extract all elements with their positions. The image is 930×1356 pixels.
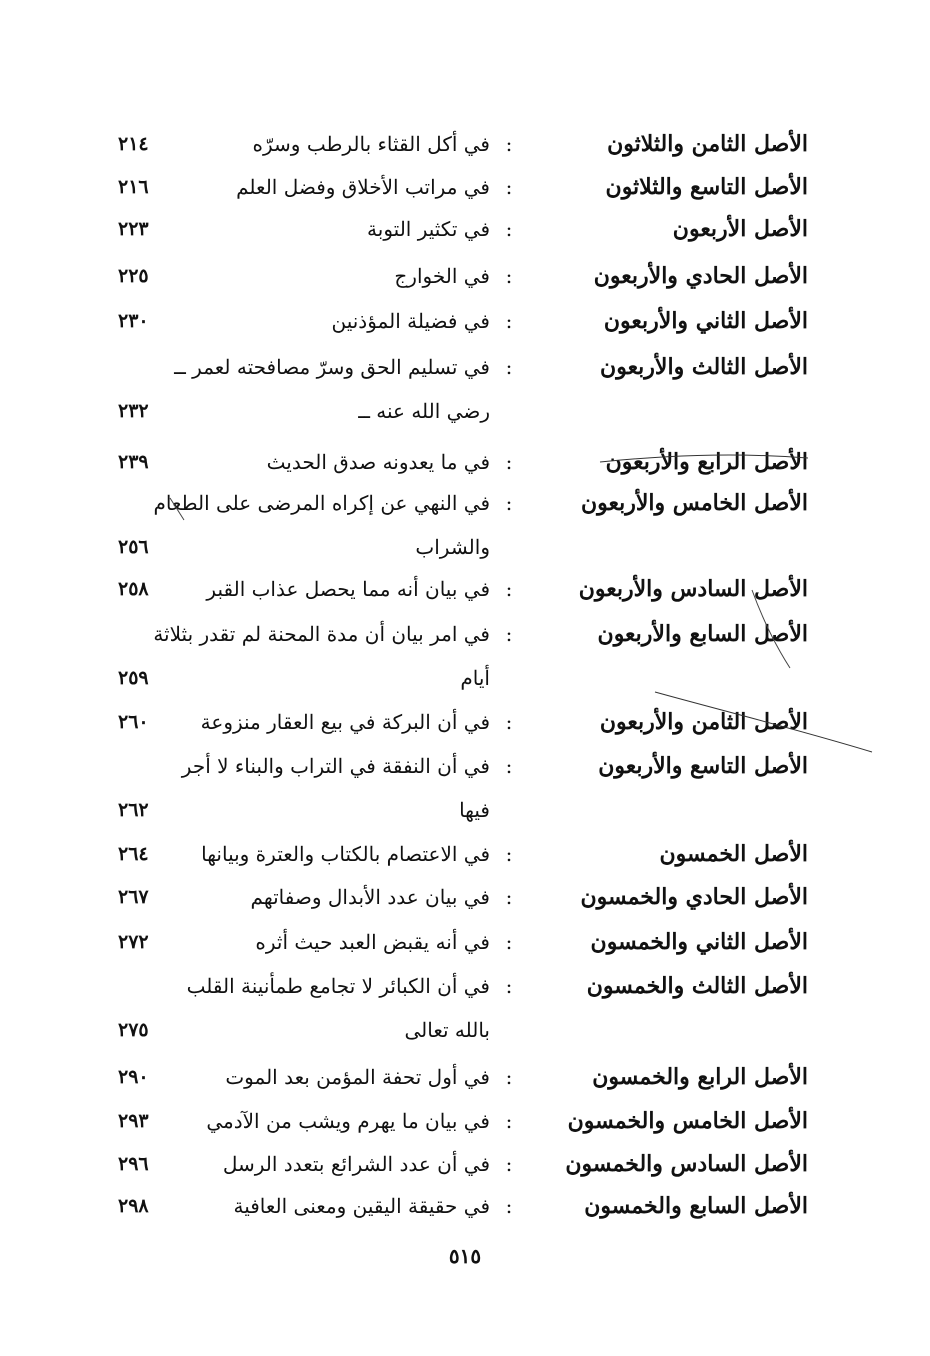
topic-text (174, 345, 490, 433)
page-reference: ٢٥٩ (118, 667, 149, 689)
page-reference: ٢٩٣ (118, 1110, 149, 1132)
chapter-title: الأصل السابع والخمسون (584, 1193, 808, 1219)
topic-text (190, 832, 490, 876)
topic-text (190, 1184, 490, 1228)
chapter-title: الأصل الحادي والأربعون (593, 263, 808, 289)
page-reference: ٢٥٨ (118, 578, 149, 600)
separator-colon: : (505, 974, 513, 998)
topic-line: في أن عدد الشرائع بتعدد الرسل (222, 1152, 490, 1176)
separator-colon: : (505, 355, 513, 379)
separator-colon: : (505, 1109, 513, 1133)
chapter-title: الأصل الثالث والأربعون (600, 354, 808, 380)
page-reference: ٢٩٨ (118, 1195, 149, 1217)
topic-text (190, 920, 490, 964)
page-reference: ٢١٦ (118, 176, 149, 198)
topic-line: والشراب (415, 535, 490, 559)
topic-text (153, 612, 490, 700)
separator-colon: : (505, 217, 513, 241)
separator-colon: : (505, 754, 513, 778)
page-reference: ٢٢٣ (118, 218, 149, 240)
separator-colon: : (505, 264, 513, 288)
page-reference: ٢٦٧ (118, 886, 149, 908)
topic-line: في فضيلة المؤذنين (331, 309, 490, 333)
topic-text (190, 165, 490, 209)
separator-colon: : (505, 1152, 513, 1176)
topic-line: في الاعتصام بالكتاب والعترة وبيانها (201, 842, 490, 866)
topic-line: في بيان أنه مما يحصل عذاب القبر (206, 577, 490, 601)
page-reference: ٢٥٦ (118, 536, 149, 558)
chapter-title: الأصل الثاني والأربعون (603, 308, 808, 334)
separator-colon: : (505, 1194, 513, 1218)
topic-line: في أن الكبائر لا تجامع طمأنينة القلب (186, 974, 490, 998)
topic-text (190, 1099, 490, 1143)
topic-line: في النهي عن إكراه المرضى على الطعام (153, 491, 490, 515)
chapter-title: الأصل التاسع والأربعون (598, 753, 808, 779)
separator-colon: : (505, 885, 513, 909)
page-reference: ٢٧٢ (118, 931, 149, 953)
topic-line: في امر بيان أن مدة المحنة لم تقدر بثلاثة (153, 622, 490, 646)
topic-line: في مراتب الأخلاق وفضل العلم (236, 175, 490, 199)
separator-colon: : (505, 842, 513, 866)
page-reference: ٢١٤ (118, 133, 149, 155)
chapter-title: الأصل السادس والأربعون (578, 576, 808, 602)
separator-colon: : (505, 577, 513, 601)
topic-text (153, 481, 490, 569)
page-reference: ٢٣٠ (118, 310, 149, 332)
separator-colon: : (505, 450, 513, 474)
topic-line: في أن البركة في بيع العقار منزوعة (200, 710, 490, 734)
topic-text (186, 964, 490, 1052)
topic-text (190, 1055, 490, 1099)
separator-colon: : (505, 175, 513, 199)
topic-line: بالله تعالى (404, 1018, 490, 1042)
topic-line: في ما يعدونه صدق الحديث (266, 450, 490, 474)
chapter-title: الأصل الخامس والخمسون (567, 1108, 808, 1134)
separator-colon: : (505, 491, 513, 515)
chapter-title: الأصل الثالث والخمسون (586, 973, 808, 999)
topic-line: في تكثير التوبة (367, 217, 490, 241)
topic-text (190, 254, 490, 298)
page-reference: ٢٩٦ (118, 1153, 149, 1175)
chapter-title: الأصل السادس والخمسون (565, 1151, 808, 1177)
separator-colon: : (505, 622, 513, 646)
topic-line: رضي الله عنه ــ (358, 399, 490, 423)
chapter-title: الأصل الأربعون (672, 216, 808, 242)
topic-line: فيها (459, 798, 490, 822)
topic-text (190, 122, 490, 166)
page-reference: ٢٧٥ (118, 1019, 149, 1041)
separator-colon: : (505, 710, 513, 734)
topic-line: في بيان عدد الأبدال وصفاتهم (250, 885, 490, 909)
topic-line: في أن النفقة في التراب والبناء لا أجر (181, 754, 490, 778)
separator-colon: : (505, 1065, 513, 1089)
chapter-title: الأصل التاسع والثلاثون (605, 174, 808, 200)
page-reference: ٢٣٢ (118, 400, 149, 422)
topic-line: في الخوارج (394, 264, 490, 288)
topic-line: في بيان ما يهرم ويشب من الآدمي (206, 1109, 490, 1133)
topic-line: أيام (460, 666, 490, 690)
topic-text (190, 440, 490, 484)
chapter-title: الأصل الرابع والأربعون (605, 449, 808, 475)
topic-line: في أنه يقبض العبد حيث أثره (255, 930, 490, 954)
chapter-title: الأصل الرابع والخمسون (592, 1064, 808, 1090)
separator-colon: : (505, 132, 513, 156)
chapter-title: الأصل الحادي والخمسون (580, 884, 808, 910)
separator-colon: : (505, 930, 513, 954)
page-reference: ٢٦٢ (118, 799, 149, 821)
chapter-title: الأصل الثامن والأربعون (599, 709, 808, 735)
topic-text (190, 1142, 490, 1186)
topic-text (190, 567, 490, 611)
topic-text (190, 875, 490, 919)
topic-line: في أول تحفة المؤمن بعد الموت (225, 1065, 490, 1089)
topic-text (181, 744, 490, 832)
page-reference: ٢٦٤ (118, 843, 149, 865)
topic-line: في أكل القثاء بالرطب وسرّه (252, 132, 490, 156)
topic-text (190, 299, 490, 343)
topic-line: في حقيقة اليقين ومعنى العافية (233, 1194, 490, 1218)
chapter-title: الأصل الخامس والأربعون (580, 490, 808, 516)
topic-line: في تسليم الحق وسرّ مصافحته لعمر ــ (174, 355, 490, 379)
chapter-title: الأصل الخمسون (659, 841, 808, 867)
chapter-title: الأصل الثامن والثلاثون (607, 131, 808, 157)
topic-text (190, 207, 490, 251)
page-reference: ٢٦٠ (118, 711, 149, 733)
topic-text (190, 700, 490, 744)
chapter-title: الأصل الثاني والخمسون (590, 929, 808, 955)
separator-colon: : (505, 309, 513, 333)
page-reference: ٢٢٥ (118, 265, 149, 287)
chapter-title: الأصل السابع والأربعون (597, 621, 808, 647)
page-number-footer: ٥١٥ (448, 1244, 482, 1268)
page-reference: ٢٣٩ (118, 451, 149, 473)
page-reference: ٢٩٠ (118, 1066, 149, 1088)
